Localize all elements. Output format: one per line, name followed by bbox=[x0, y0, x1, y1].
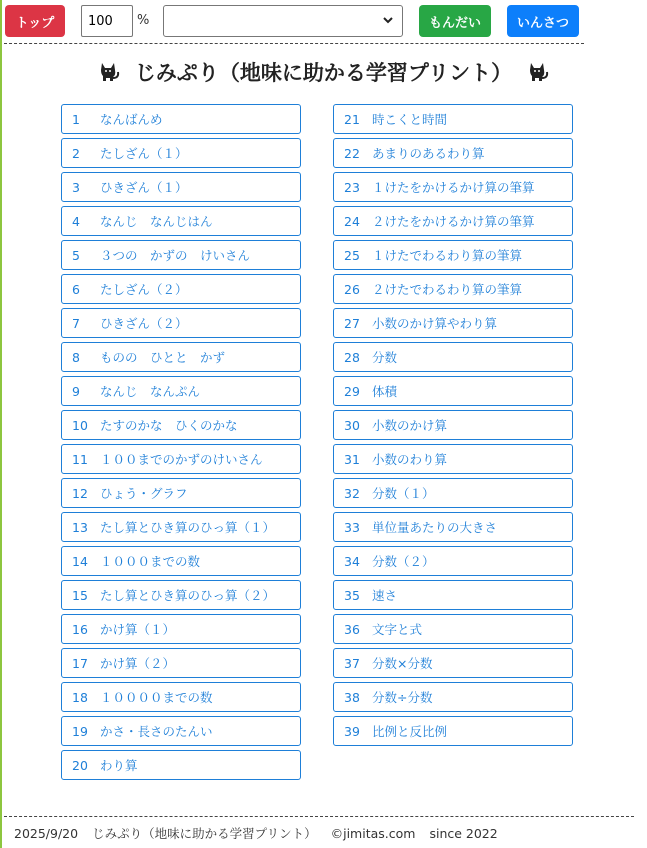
lesson-label: 体積 bbox=[372, 384, 398, 399]
lesson-number: 19 bbox=[72, 723, 88, 739]
mondai-button[interactable]: もんだい bbox=[419, 5, 491, 37]
lesson-number: 15 bbox=[72, 587, 88, 603]
footer-date: 2025/9/20 bbox=[14, 826, 79, 841]
lesson-number: 14 bbox=[72, 553, 88, 569]
lesson-number: 39 bbox=[344, 723, 360, 739]
lesson-link[interactable] bbox=[333, 172, 573, 202]
lesson-number: 12 bbox=[72, 485, 88, 501]
lesson-label: ２けたをかけるかけ算の筆算 bbox=[372, 214, 535, 229]
top-divider bbox=[4, 43, 584, 44]
lesson-link[interactable] bbox=[61, 716, 301, 746]
lesson-number: 18 bbox=[72, 689, 88, 705]
cat-icon bbox=[97, 60, 121, 84]
lesson-label: たしざん（２） bbox=[100, 282, 188, 297]
top-button[interactable]: トップ bbox=[5, 5, 65, 37]
lesson-link[interactable] bbox=[333, 614, 573, 644]
lesson-link[interactable] bbox=[333, 682, 573, 712]
lesson-number: 17 bbox=[72, 655, 88, 671]
lesson-link[interactable] bbox=[61, 444, 301, 474]
chevron-down-icon bbox=[382, 14, 394, 26]
lesson-label: 分数÷分数 bbox=[372, 690, 433, 705]
lesson-link[interactable] bbox=[333, 478, 573, 508]
lesson-label: かけ算（２） bbox=[100, 656, 176, 671]
lesson-label: なんばんめ bbox=[100, 112, 163, 127]
lesson-number: 20 bbox=[72, 757, 88, 773]
lesson-label: たし算とひき算のひっ算（１） bbox=[100, 520, 276, 535]
lesson-link[interactable] bbox=[61, 648, 301, 678]
lesson-link[interactable] bbox=[61, 342, 301, 372]
cat-icon bbox=[526, 60, 550, 84]
lesson-label: ３つの かずの けいさん bbox=[100, 248, 251, 263]
lesson-number: 32 bbox=[344, 485, 360, 501]
lesson-label: なんじ なんぷん bbox=[100, 384, 201, 399]
lesson-label: 時こくと時間 bbox=[372, 112, 448, 127]
lesson-number: 28 bbox=[344, 349, 360, 365]
lesson-label: 小数のかけ算 bbox=[372, 418, 448, 433]
lesson-label: たし算とひき算のひっ算（２） bbox=[100, 588, 276, 603]
lesson-label: １けたでわるわり算の筆算 bbox=[372, 248, 523, 263]
lesson-label: なんじ なんじはん bbox=[100, 214, 213, 229]
page-title bbox=[0, 56, 647, 88]
lesson-label: 単位量あたりの大きさ bbox=[372, 520, 498, 535]
lesson-number: 31 bbox=[344, 451, 360, 467]
lesson-label: ひきざん（２） bbox=[100, 316, 188, 331]
print-button[interactable]: いんさつ bbox=[507, 5, 579, 37]
lesson-link[interactable] bbox=[333, 342, 573, 372]
lesson-link[interactable] bbox=[61, 104, 301, 134]
lesson-link[interactable] bbox=[61, 546, 301, 576]
lesson-number: 2 bbox=[72, 145, 80, 161]
lesson-label: たしざん（１） bbox=[100, 146, 188, 161]
footer bbox=[14, 824, 512, 842]
lesson-link[interactable] bbox=[61, 580, 301, 610]
lesson-label: 分数（２） bbox=[372, 554, 435, 569]
zoom-input[interactable] bbox=[81, 5, 133, 37]
lesson-number: 3 bbox=[72, 179, 80, 195]
lesson-label: １０００までの数 bbox=[100, 554, 201, 569]
lesson-number: 30 bbox=[344, 417, 360, 433]
lesson-number: 9 bbox=[72, 383, 80, 399]
lesson-label: かけ算（１） bbox=[100, 622, 176, 637]
lesson-number: 35 bbox=[344, 587, 360, 603]
lesson-link[interactable] bbox=[61, 512, 301, 542]
lesson-link[interactable] bbox=[61, 172, 301, 202]
lesson-label: １００００までの数 bbox=[100, 690, 213, 705]
lesson-link[interactable] bbox=[333, 138, 573, 168]
lesson-link[interactable] bbox=[333, 648, 573, 678]
lesson-label: １００までのかずのけいさん bbox=[100, 452, 263, 467]
lesson-label: 小数のかけ算やわり算 bbox=[372, 316, 498, 331]
lesson-number: 27 bbox=[344, 315, 360, 331]
lesson-link[interactable] bbox=[333, 716, 573, 746]
lesson-label: 小数のわり算 bbox=[372, 452, 448, 467]
lesson-link[interactable] bbox=[333, 444, 573, 474]
lesson-label: 分数（１） bbox=[372, 486, 435, 501]
lesson-label: あまりのあるわり算 bbox=[372, 146, 485, 161]
lesson-number: 38 bbox=[344, 689, 360, 705]
lesson-link[interactable] bbox=[61, 750, 301, 780]
lesson-label: ２けたでわるわり算の筆算 bbox=[372, 282, 523, 297]
lesson-link[interactable] bbox=[61, 240, 301, 270]
lesson-number: 37 bbox=[344, 655, 360, 671]
lesson-label: ものの ひとと かず bbox=[100, 350, 226, 365]
lesson-label: ひきざん（１） bbox=[100, 180, 188, 195]
lesson-link[interactable] bbox=[61, 478, 301, 508]
lesson-link[interactable] bbox=[61, 308, 301, 338]
page-title-text: じみぷり（地味に助かる学習プリント） bbox=[134, 61, 513, 85]
lesson-link[interactable] bbox=[333, 206, 573, 236]
footer-since: since 2022 bbox=[429, 826, 498, 841]
lesson-link[interactable] bbox=[333, 274, 573, 304]
lesson-link[interactable] bbox=[61, 274, 301, 304]
lesson-number: 5 bbox=[72, 247, 80, 263]
lesson-link[interactable] bbox=[333, 376, 573, 406]
zoom-unit-label: % bbox=[137, 13, 150, 28]
lesson-link[interactable] bbox=[333, 410, 573, 440]
lesson-label: 比例と反比例 bbox=[372, 724, 448, 739]
lesson-number: 29 bbox=[344, 383, 360, 399]
lesson-link[interactable] bbox=[61, 376, 301, 406]
lesson-number: 10 bbox=[72, 417, 88, 433]
lesson-link[interactable] bbox=[61, 206, 301, 236]
left-border-rule bbox=[0, 0, 2, 848]
lesson-number: 23 bbox=[344, 179, 360, 195]
lesson-number: 21 bbox=[344, 111, 360, 127]
lesson-number: 22 bbox=[344, 145, 360, 161]
lesson-label: 速さ bbox=[372, 588, 398, 603]
lesson-label: 分数×分数 bbox=[372, 656, 433, 671]
lesson-label: １けたをかけるかけ算の筆算 bbox=[372, 180, 535, 195]
lesson-number: 11 bbox=[72, 451, 88, 467]
lesson-label: ひょう・グラフ bbox=[100, 486, 188, 501]
lesson-link[interactable] bbox=[333, 580, 573, 610]
lesson-link[interactable] bbox=[61, 682, 301, 712]
lesson-number: 8 bbox=[72, 349, 80, 365]
lesson-link[interactable] bbox=[61, 614, 301, 644]
footer-copyright: ©jimitas.com bbox=[330, 826, 416, 841]
lesson-label: 文字と式 bbox=[372, 622, 423, 637]
lesson-link[interactable] bbox=[333, 512, 573, 542]
lesson-link[interactable] bbox=[333, 104, 573, 134]
toolbar bbox=[5, 4, 585, 38]
lesson-number: 36 bbox=[344, 621, 360, 637]
lesson-number: 7 bbox=[72, 315, 80, 331]
footer-site-name: じみぷり（地味に助かる学習プリント） bbox=[92, 826, 317, 841]
lesson-label: わり算 bbox=[100, 758, 138, 773]
lesson-number: 6 bbox=[72, 281, 80, 297]
lesson-number: 33 bbox=[344, 519, 360, 535]
worksheet-select[interactable] bbox=[163, 5, 403, 37]
lesson-number: 24 bbox=[344, 213, 360, 229]
lesson-label: たすのかな ひくのかな bbox=[100, 418, 238, 433]
lesson-label: 分数 bbox=[372, 350, 398, 365]
lesson-link[interactable] bbox=[333, 546, 573, 576]
lesson-number: 13 bbox=[72, 519, 88, 535]
lesson-number: 26 bbox=[344, 281, 360, 297]
lesson-number: 34 bbox=[344, 553, 360, 569]
lesson-link[interactable] bbox=[61, 410, 301, 440]
lesson-number: 16 bbox=[72, 621, 88, 637]
lesson-link[interactable] bbox=[333, 240, 573, 270]
lesson-link[interactable] bbox=[61, 138, 301, 168]
lesson-link[interactable] bbox=[333, 308, 573, 338]
lesson-label: かさ・長さのたんい bbox=[100, 724, 213, 739]
bottom-divider bbox=[4, 816, 634, 817]
lesson-number: 25 bbox=[344, 247, 360, 263]
lesson-number: 1 bbox=[72, 111, 80, 127]
lesson-number: 4 bbox=[72, 213, 80, 229]
